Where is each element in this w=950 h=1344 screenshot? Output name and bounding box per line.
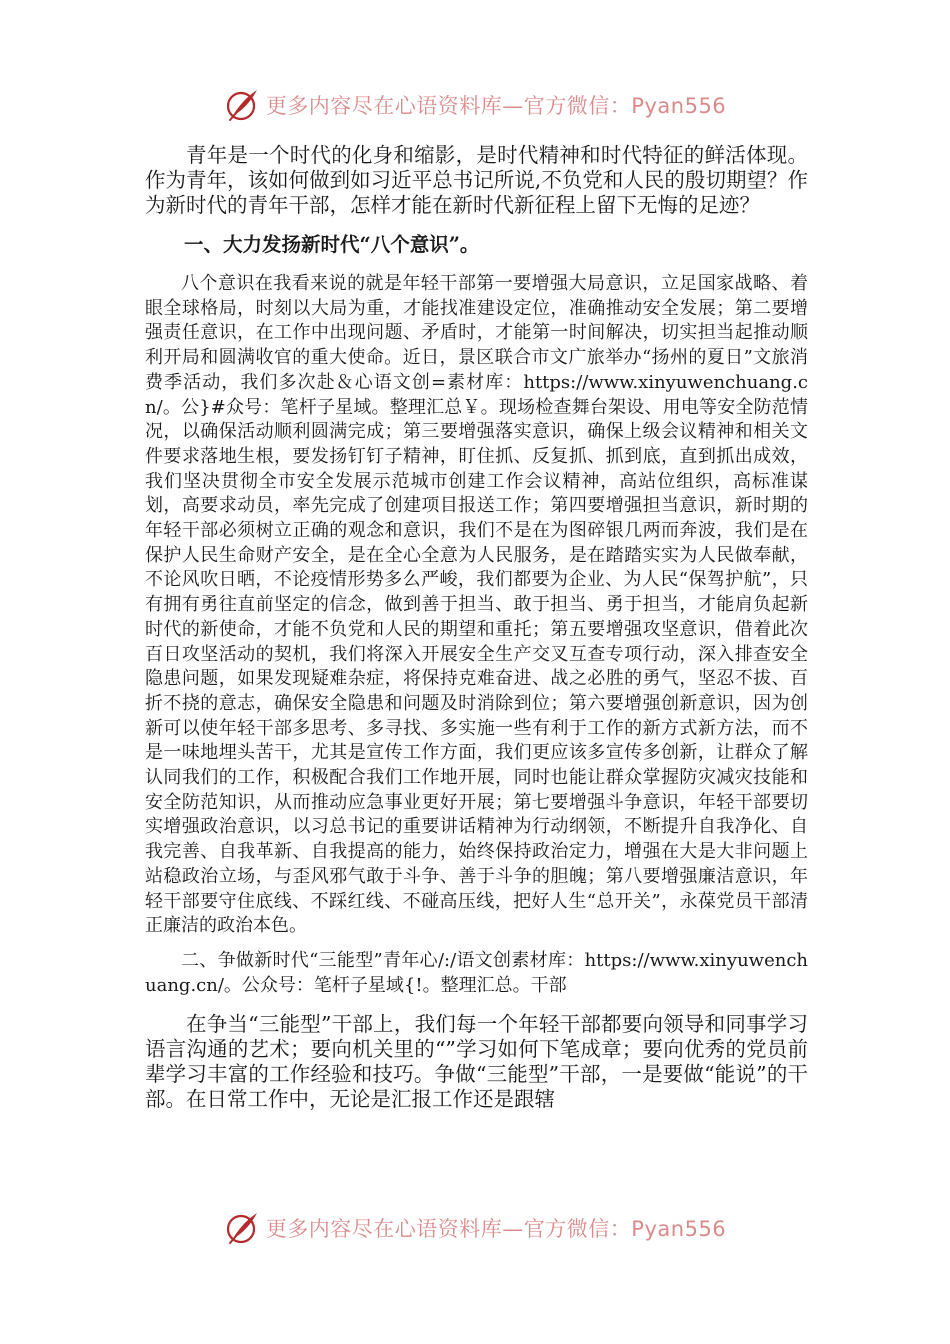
intro-paragraph: 青年是一个时代的化身和缩影，是时代精神和时代特征的鲜活体现。作为青年，该如何做到如习近平总书记所说,不负党和人民的殷切期望？作为新时代的青年干部，怎样才能在新时代新征程上留下无悔的足迹？ [145, 143, 808, 217]
section-1-heading: 一、大力发扬新时代“八个意识”。 [184, 233, 480, 256]
header-banner [0, 83, 950, 127]
footer-banner-text: 更多内容尽在心语资料库—官方微信：Pyan556 [265, 1217, 727, 1241]
header-banner-text: 更多内容尽在心语资料库—官方微信：Pyan556 [265, 94, 727, 118]
section-1-paragraph: 八个意识在我看来说的就是年轻干部第一要增强大局意识，立足国家战略、着眼全球格局，时刻以大局为重，才能找准建设定位，准确推动安全发展；第二要增强责任意识，在工作中出现问题、矛盾时，才能第一时间解决，切实担当起推动顺利开局和圆满收官的重大使命。近日，景区联合市文广旅举办“扬州的夏日”文旅消费季活动，我们多次赴＆心语文创=素材库：https://www.xinyuwenchuang.cn/。公}#众号：笔杆子星域。整理汇总￥。现场检查舞台架设、用电等安全防范情况，以确保活动顺利圆满完成；第三要增强落实意识，确保上级会议精神和相关文件要求落地生根，要发扬钉钉子精神，盯住抓、反复抓、抓到底，直到抓出成效，我们坚决贯彻全市安全发展示范城市创建工作会议精神，高站位组织，高标准谋划，高要求动员，率先完成了创建项目报送工作；第四要增强担当意识，新时期的年轻干部必须树立正确的观念和意识，我们不是在为图碎银几两而奔波，我们是在保护人民生命财产安全，是在全心全意为人民服务，是在踏踏实实为人民做奉献，不论风吹日晒，不论疫情形势多么严峻，我们都要为企业、为人民“保驾护航”，只有拥有勇往直前坚定的信念，做到善于担当、敢于担当、勇于担当，才能肩负起新时代的新使命，才能不负党和人民的期望和重托；第五要增强攻坚意识，借着此次百日攻坚活动的契机，我们将深入开展安全生产交叉互查专项行动，深入排查安全隐患问题，如果发现疑难杂症，将保持克难奋进、战之必胜的勇气，坚忍不拔、百折不挠的意志，确保安全隐患和问题及时消除到位；第六要增强创新意识，因为创新可以使年轻干部多思考、多寻找、多实施一些有利于工作的新方式新方法，而不是一味地埋头苦干，尤其是宣传工作方面，我们更应该多宣传多创新，让群众了解认同我们的工作，积极配合我们工作地开展，同时也能让群众掌握防灾减灾技能和安全防范知识，从而推动应急事业更好开展；第七要增强斗争意识，年轻干部要切实增强政治意识，以习总书记的重要讲话精神为行动纲领，不断提升自我净化、自我完善、自我革新、自我提高的能力，始终保持政治定力，增强在大是大非问题上站稳政治立场，与歪风邪气敢于斗争、善于斗争的胆魄；第八要增强廉洁意识，年轻干部要守住底线、不踩红线、不碰高压线，把好人生“总开关”，永葆党员干部清正廉洁的政治本色。 [145, 273, 808, 937]
document-body [145, 143, 808, 1112]
section-2-heading: 二、争做新时代“三能型”青年心/:/语文创素材库：https://www.xinyuwenchuang.cn/。公众号：笔杆子星域{!。整理汇总。干部 [145, 949, 808, 996]
quill-logo-icon [224, 1210, 260, 1246]
section-2-paragraph: 在争当“三能型”干部上，我们每一个年轻干部都要向领导和同事学习语言沟通的艺术；要向机关里的“”学习如何下笔成章；要向优秀的党员前辈学习丰富的工作经验和技巧。争做“三能型”干部，一是要做“能说”的干部。在日常工作中，无论是汇报工作还是跟辖 [145, 1012, 808, 1112]
quill-logo-icon [224, 87, 260, 123]
footer-banner [0, 1206, 950, 1250]
